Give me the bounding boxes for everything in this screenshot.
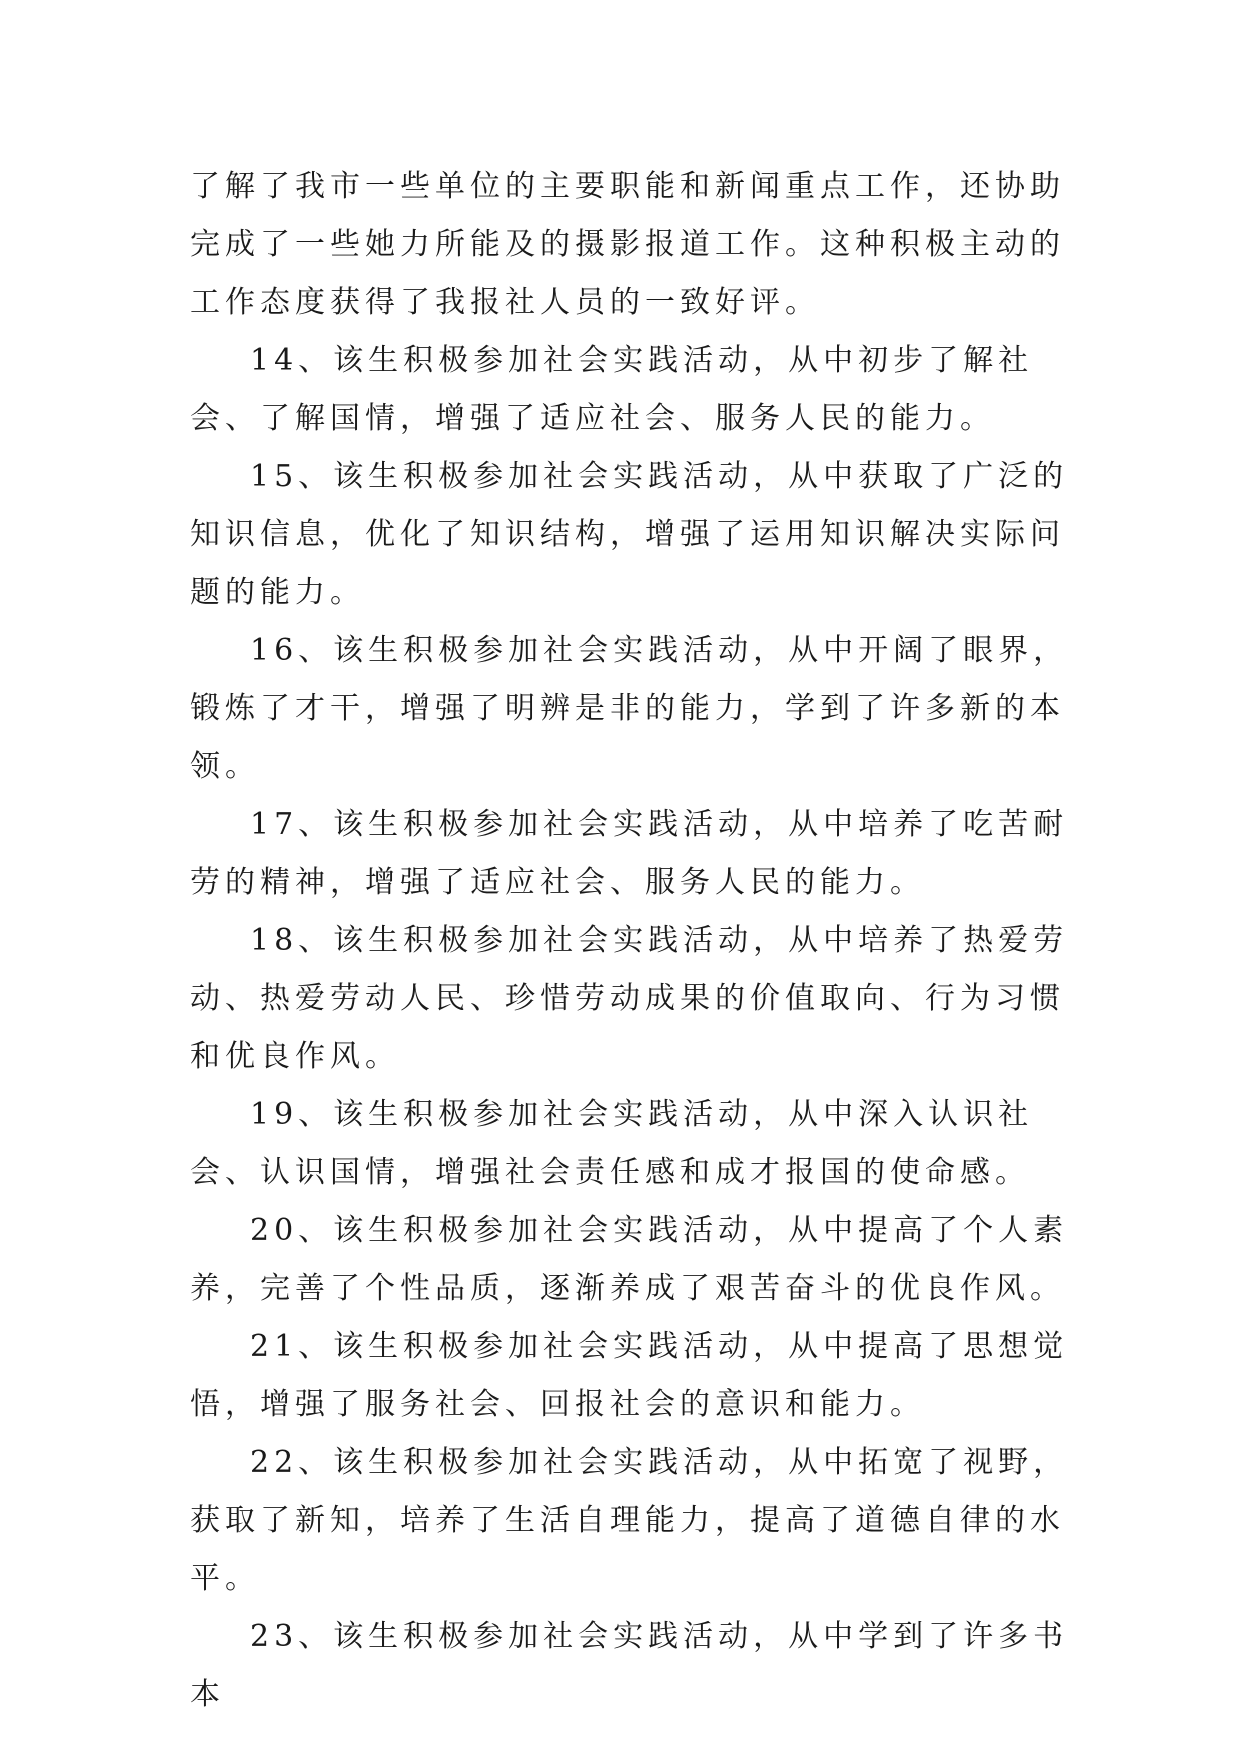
paragraph-item-18: 18、该生积极参加社会实践活动，从中培养了热爱劳动、热爱劳动人民、珍惜劳动成果的价值取向、行为习惯和优良作风。: [190, 923, 1069, 1074]
paragraph-item-19: 19、该生积极参加社会实践活动，从中深入认识社会、认识国情，增强社会责任感和成才报国的使命感。: [190, 1097, 1034, 1190]
paragraph-item-23: 23、该生积极参加社会实践活动，从中学到了许多书本: [190, 1619, 1069, 1712]
paragraph-continuation: 了解了我市一些单位的主要职能和新闻重点工作，还协助完成了一些她力所能及的摄影报道工作。这种积极主动的工作态度获得了我报社人员的一致好评。: [190, 169, 1065, 320]
paragraph-item-17: 17、该生积极参加社会实践活动，从中培养了吃苦耐劳的精神，增强了适应社会、服务人民的能力。: [190, 807, 1069, 900]
paragraph-item-15: 15、该生积极参加社会实践活动，从中获取了广泛的知识信息，优化了知识结构，增强了运用知识解决实际问题的能力。: [190, 459, 1069, 610]
paragraph-item-14: 14、该生积极参加社会实践活动，从中初步了解社会、了解国情，增强了适应社会、服务人民的能力。: [190, 343, 1034, 436]
paragraph-item-22: 22、该生积极参加社会实践活动，从中拓宽了视野，获取了新知，培养了生活自理能力，提高了道德自律的水平。: [190, 1445, 1069, 1596]
paragraph-item-21: 21、该生积极参加社会实践活动，从中提高了思想觉悟，增强了服务社会、回报社会的意识和能力。: [190, 1329, 1069, 1422]
paragraph-item-20: 20、该生积极参加社会实践活动，从中提高了个人素养，完善了个性品质，逐渐养成了艰苦奋斗的优良作风。: [190, 1213, 1069, 1306]
document-body: [190, 158, 1070, 1724]
paragraph-item-16: 16、该生积极参加社会实践活动，从中开阔了眼界，锻炼了才干，增强了明辨是非的能力，学到了许多新的本领。: [190, 633, 1069, 784]
